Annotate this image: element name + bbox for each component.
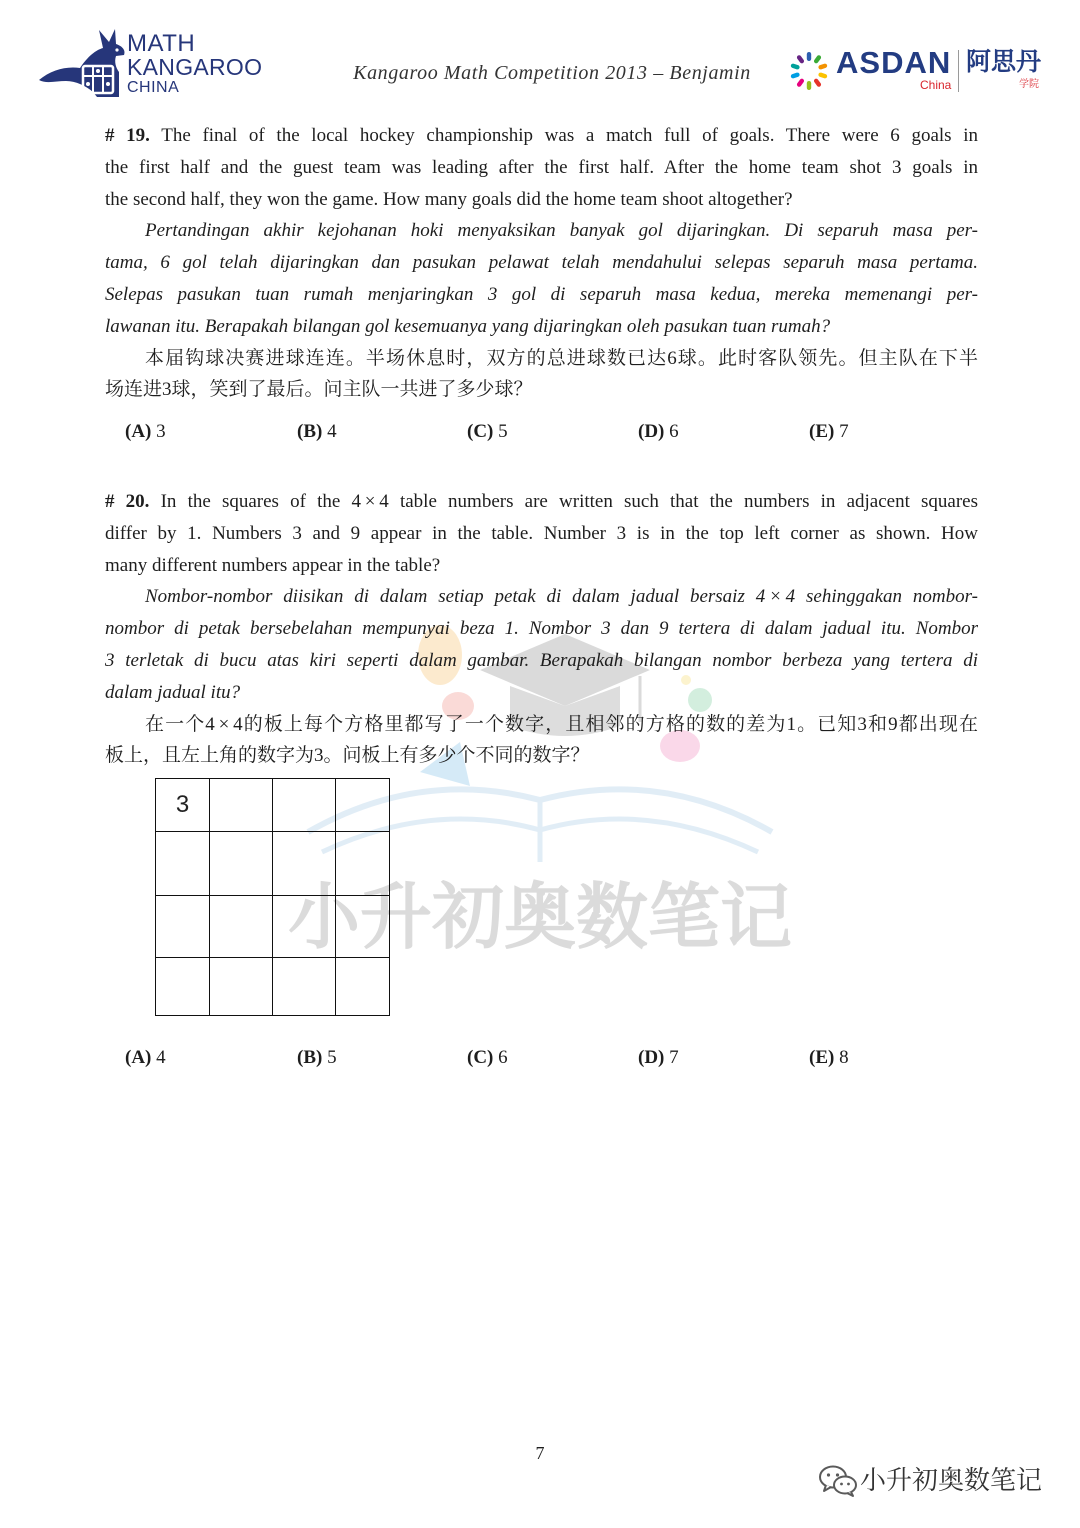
table-cell: [273, 958, 336, 1016]
option-e: [809, 1042, 849, 1074]
logo-divider: [958, 50, 959, 92]
asdan-chinese-name: 阿思丹: [966, 48, 1042, 76]
question-19-english-line: [105, 120, 978, 152]
option-d: [638, 1042, 679, 1074]
asdan-brand-subtitle: China: [920, 78, 952, 92]
watermark-text: 小升初奥数笔记: [287, 878, 792, 958]
question-19-options: [125, 416, 885, 448]
table-cell: [156, 958, 210, 1016]
option-d: [638, 416, 679, 448]
question-19-english-line: the second half, they won the game. How many goals did the home team shoot altogether?: [105, 188, 793, 210]
option-label: (A): [125, 421, 152, 442]
question-20-malay-line: Nombor-nombor diisikan di dalam setiap petak di dalam jadual bersaiz 4 × 4 sehinggakan nombor-: [145, 586, 978, 608]
option-value: 4: [327, 421, 337, 442]
option-value: 6: [669, 421, 679, 442]
question-19-malay-line: Pertandingan akhir kejohanan hoki menyaksikan banyak gol dijaringkan. Di separuh masa per-: [145, 220, 978, 242]
option-label: (D): [638, 421, 665, 442]
option-value: 7: [669, 1047, 679, 1068]
table-cell: [210, 832, 273, 896]
asdan-brand-text: ASDAN: [836, 45, 952, 80]
table-cell: [156, 832, 210, 896]
option-a: [125, 1042, 166, 1074]
question-20: [105, 486, 978, 772]
option-b: [297, 416, 337, 448]
option-value: 3: [156, 421, 166, 442]
option-label: (E): [809, 1047, 835, 1068]
table-cell: [273, 779, 336, 832]
option-c: [467, 416, 508, 448]
wechat-icon: [818, 1464, 858, 1498]
question-20-english-line: many different numbers appear in the table?: [105, 554, 441, 576]
question-19-number: # 19.: [105, 125, 150, 146]
header-title: Kangaroo Math Competition 2013 – Benjamin: [353, 62, 751, 84]
asdan-chinese-subtitle: 学院: [1019, 79, 1039, 90]
option-b: [297, 1042, 337, 1074]
question-20-malay-line: 3 terletak di bucu atas kiri seperti dalam gambar. Berapakah bilangan nombor berbeza yang tertera di: [105, 649, 978, 671]
question-19: [105, 120, 978, 406]
table-cell: [336, 779, 390, 832]
table-cell: [273, 832, 336, 896]
option-label: (B): [297, 421, 323, 442]
table-cell: [156, 896, 210, 958]
option-value: 6: [498, 1047, 508, 1068]
option-label: (E): [809, 421, 835, 442]
table-cell: [210, 896, 273, 958]
option-value: 5: [327, 1047, 337, 1068]
number-table: [155, 778, 390, 1016]
table-cell: 3: [156, 779, 210, 832]
table-cell: [273, 896, 336, 958]
option-e: [809, 416, 849, 448]
option-a: [125, 416, 166, 448]
question-19-chinese-line: 场连进3球，笑到了最后。问主队一共进了多少球？: [105, 379, 533, 401]
question-20-english-line: differ by 1. Numbers 3 and 9 appear in the table. Number 3 is in the top left corner as shown. How: [105, 522, 978, 544]
logo-text-math: MATH: [127, 30, 196, 57]
question-20-options: [125, 1042, 885, 1074]
option-c: [467, 1042, 508, 1074]
pinwheel-logo-icon: [788, 50, 830, 92]
question-19-english-line: the first half and the guest team was leading after the first half. After the home team shot 3 goals in: [105, 156, 978, 178]
question-20-malay-line: dalam jadual itu?: [105, 681, 241, 703]
question-20-english-text: In the squares of the 4 × 4 table numbers are written such that the numbers in adjacent squares: [160, 491, 978, 512]
footer-account-name: 小升初奥数笔记: [860, 1465, 1043, 1495]
table-cell: [336, 958, 390, 1016]
question-20-malay-line: nombor di petak bersebelahan mempunyai beza 1. Nombor 3 dan 9 tertera di dalam jadual itu. Nombor: [105, 618, 978, 640]
option-label: (D): [638, 1047, 665, 1068]
option-label: (B): [297, 1047, 323, 1068]
table-cell: [336, 832, 390, 896]
question-19-malay-line: Selepas pasukan tuan rumah menjaringkan 3 gol di separuh masa kedua, mereka memenangi per-: [105, 283, 978, 305]
option-value: 8: [839, 1047, 849, 1068]
logo-text-china: CHINA: [127, 79, 180, 96]
kangaroo-logo-icon: [36, 26, 126, 100]
question-20-chinese-line: 在一个4 × 4的板上每个方格里都写了一个数字，且相邻的方格的数的差为1。已知3和9都出现在: [145, 713, 978, 735]
table-cell: [210, 958, 273, 1016]
question-20-chinese-line: 板上，且左上角的数字为3。问板上有多少个不同的数字？: [105, 745, 590, 767]
question-19-chinese-line: 本届钩球决赛进球连连。半场休息时，双方的总进球数已达6球。此时客队领先。但主队在下半: [145, 347, 978, 369]
table-cell: [210, 779, 273, 832]
option-value: 7: [839, 421, 849, 442]
option-label: (A): [125, 1047, 152, 1068]
option-label: (C): [467, 421, 494, 442]
page-number: 7: [535, 1443, 545, 1463]
table-cell: [336, 896, 390, 958]
question-20-number: # 20.: [105, 491, 150, 512]
option-value: 4: [156, 1047, 166, 1068]
option-value: 5: [498, 421, 508, 442]
question-20-english-line: [105, 486, 978, 518]
option-label: (C): [467, 1047, 494, 1068]
question-19-english-text: The final of the local hockey championship was a match full of goals. There were 6 goals in: [161, 125, 978, 146]
question-19-malay-line: tama, 6 gol telah dijaringkan dan pasukan pelawat telah mendahului selepas separuh masa pertama.: [105, 252, 978, 274]
logo-text-kangaroo: KANGAROO: [127, 54, 263, 80]
question-19-malay-line: lawanan itu. Berapakah bilangan gol kesemuanya yang dijaringkan oleh pasukan tuan rumah?: [105, 315, 831, 337]
